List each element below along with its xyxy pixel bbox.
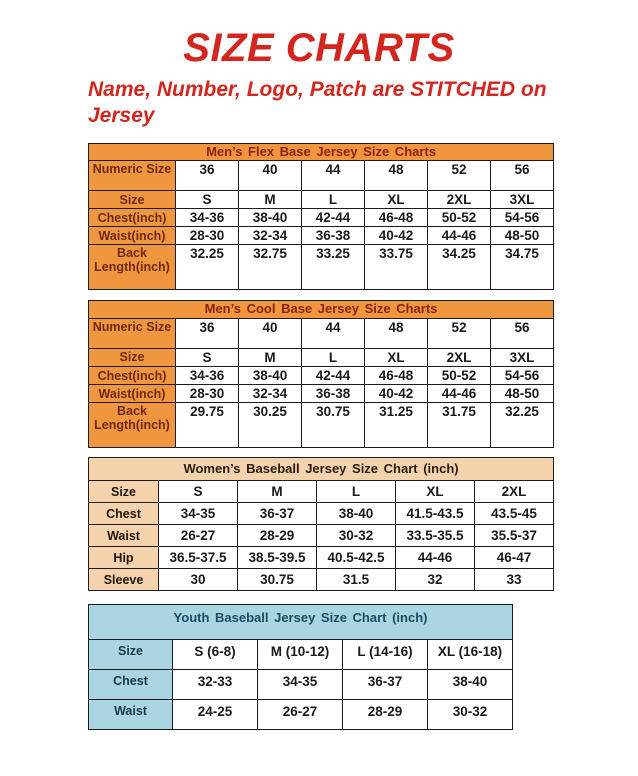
table-title-row — [89, 301, 554, 319]
table-title-row — [89, 605, 513, 640]
table-cell: 54-56 — [491, 367, 554, 385]
table-cell: 31.25 — [365, 403, 428, 448]
table-cell: 52 — [428, 318, 491, 348]
table-row — [89, 670, 513, 700]
table-row — [89, 569, 554, 591]
table-cell: L — [317, 481, 396, 503]
table-row — [89, 385, 554, 403]
table-cell: 28-30 — [176, 385, 239, 403]
table-row — [89, 348, 554, 366]
table-row — [89, 503, 554, 525]
table-cell: L — [302, 348, 365, 366]
table-cell: 30 — [159, 569, 238, 591]
womens-size-table — [88, 457, 554, 591]
table-cell: 43.5-45 — [475, 503, 554, 525]
table-cell: 42-44 — [302, 209, 365, 227]
table-cell: 36-38 — [302, 385, 365, 403]
table-cell: 33 — [475, 569, 554, 591]
table-cell: 35.5-37 — [475, 525, 554, 547]
row-label: Waist(inch) — [89, 385, 176, 403]
row-label: Back Length(inch) — [89, 245, 176, 290]
table-cell: 46-48 — [365, 367, 428, 385]
table-cell: S (6-8) — [173, 640, 258, 670]
row-label: Size — [89, 640, 173, 670]
table-cell: 48-50 — [491, 227, 554, 245]
table-cell: 36-38 — [302, 227, 365, 245]
table-cell: 56 — [491, 161, 554, 191]
table-cell: L (14-16) — [343, 640, 428, 670]
table-cell: 34-35 — [159, 503, 238, 525]
table-cell: 34-35 — [258, 670, 343, 700]
table-cell: 36-37 — [238, 503, 317, 525]
mens-flex-base-size-table — [88, 143, 554, 291]
table-cell: 38-40 — [317, 503, 396, 525]
table-cell: 54-56 — [491, 209, 554, 227]
table-cell: 30.75 — [238, 569, 317, 591]
table-cell: 50-52 — [428, 367, 491, 385]
table-cell: 2XL — [475, 481, 554, 503]
table-cell: 31.5 — [317, 569, 396, 591]
table-cell: 38-40 — [428, 670, 513, 700]
table-cell: 24-25 — [173, 700, 258, 730]
table-cell: 32.75 — [239, 245, 302, 290]
table-cell: 40-42 — [365, 385, 428, 403]
mens-cool-base-size-table — [88, 300, 554, 448]
table-cell: 32.25 — [491, 403, 554, 448]
table-cell: 44 — [302, 161, 365, 191]
row-label: Waist(inch) — [89, 227, 176, 245]
table-row — [89, 403, 554, 448]
table-cell: 50-52 — [428, 209, 491, 227]
table-row — [89, 245, 554, 290]
table-cell: 36.5-37.5 — [159, 547, 238, 569]
table-cell: 36-37 — [343, 670, 428, 700]
table-cell: XL — [365, 191, 428, 209]
table-row — [89, 525, 554, 547]
table-cell: 44-46 — [428, 385, 491, 403]
table-title: Men’s Flex Base Jersey Size Charts — [89, 143, 554, 161]
row-label: Waist — [89, 700, 173, 730]
table-cell: 34-36 — [176, 209, 239, 227]
row-label: Waist — [89, 525, 159, 547]
table-cell: 32-33 — [173, 670, 258, 700]
table-row — [89, 481, 554, 503]
table-cell: 28-29 — [238, 525, 317, 547]
table-cell: 52 — [428, 161, 491, 191]
table-cell: 34-36 — [176, 367, 239, 385]
table-cell: 30-32 — [428, 700, 513, 730]
row-label: Back Length(inch) — [89, 403, 176, 448]
table-cell: M — [239, 348, 302, 366]
table-row — [89, 161, 554, 191]
table-title: Women’s Baseball Jersey Size Chart (inch) — [89, 458, 554, 481]
table-cell: 36 — [176, 318, 239, 348]
row-label: Chest — [89, 503, 159, 525]
youth-size-table — [88, 604, 513, 730]
row-label: Chest(inch) — [89, 367, 176, 385]
table-cell: 32 — [396, 569, 475, 591]
page-title: SIZE CHARTS — [183, 26, 455, 70]
table-cell: 42-44 — [302, 367, 365, 385]
table-cell: 40 — [239, 161, 302, 191]
table-cell: S — [176, 348, 239, 366]
table-cell: 34.25 — [428, 245, 491, 290]
table-cell: 26-27 — [159, 525, 238, 547]
table-row — [89, 367, 554, 385]
table-cell: 3XL — [491, 348, 554, 366]
table-cell: 56 — [491, 318, 554, 348]
table-cell: 34.75 — [491, 245, 554, 290]
table-cell: 28-30 — [176, 227, 239, 245]
table-cell: 40-42 — [365, 227, 428, 245]
table-cell: 38-40 — [239, 209, 302, 227]
table-row — [89, 700, 513, 730]
table-cell: 32-34 — [239, 227, 302, 245]
table-cell: 32.25 — [176, 245, 239, 290]
table-row — [89, 640, 513, 670]
row-label: Chest(inch) — [89, 209, 176, 227]
table-cell: XL — [365, 348, 428, 366]
table-row — [89, 191, 554, 209]
table-cell: 30-32 — [317, 525, 396, 547]
row-label: Size — [89, 481, 159, 503]
table-title: Youth Baseball Jersey Size Chart (inch) — [89, 605, 513, 640]
table-cell: 48 — [365, 161, 428, 191]
table-cell: 46-48 — [365, 209, 428, 227]
table-row — [89, 318, 554, 348]
row-label: Chest — [89, 670, 173, 700]
row-label: Numeric Size — [89, 318, 176, 348]
table-cell: 41.5-43.5 — [396, 503, 475, 525]
table-cell: 48 — [365, 318, 428, 348]
row-label: Size — [89, 348, 176, 366]
table-cell: 29.75 — [176, 403, 239, 448]
table-cell: 26-27 — [258, 700, 343, 730]
table-cell: XL (16-18) — [428, 640, 513, 670]
table-cell: 30.25 — [239, 403, 302, 448]
row-label: Sleeve — [89, 569, 159, 591]
table-cell: 38-40 — [239, 367, 302, 385]
table-cell: M — [239, 191, 302, 209]
table-title-row — [89, 458, 554, 481]
table-cell: 40 — [239, 318, 302, 348]
row-label: Size — [89, 191, 176, 209]
table-cell: 44-46 — [428, 227, 491, 245]
table-cell: 2XL — [428, 348, 491, 366]
row-label: Hip — [89, 547, 159, 569]
table-cell: M — [238, 481, 317, 503]
table-cell: 30.75 — [302, 403, 365, 448]
table-cell: 36 — [176, 161, 239, 191]
table-cell: 33.75 — [365, 245, 428, 290]
table-cell: 2XL — [428, 191, 491, 209]
table-cell: 28-29 — [343, 700, 428, 730]
table-cell: 3XL — [491, 191, 554, 209]
table-cell: 32-34 — [239, 385, 302, 403]
table-title: Men’s Cool Base Jersey Size Charts — [89, 301, 554, 319]
table-cell: 44 — [302, 318, 365, 348]
table-cell: M (10-12) — [258, 640, 343, 670]
table-cell: S — [176, 191, 239, 209]
table-cell: 44-46 — [396, 547, 475, 569]
table-cell: 33.5-35.5 — [396, 525, 475, 547]
table-cell: 31.75 — [428, 403, 491, 448]
page-subtitle: Name, Number, Logo, Patch are STITCHED on Jersey — [88, 78, 547, 128]
table-cell: 38.5-39.5 — [238, 547, 317, 569]
table-cell: 33.25 — [302, 245, 365, 290]
size-charts-page — [0, 26, 638, 730]
table-cell: S — [159, 481, 238, 503]
row-label: Numeric Size — [89, 161, 176, 191]
table-row — [89, 209, 554, 227]
table-cell: 40.5-42.5 — [317, 547, 396, 569]
table-cell: 46-47 — [475, 547, 554, 569]
table-row — [89, 227, 554, 245]
table-title-row — [89, 143, 554, 161]
table-cell: 48-50 — [491, 385, 554, 403]
table-cell: L — [302, 191, 365, 209]
table-cell: XL — [396, 481, 475, 503]
table-row — [89, 547, 554, 569]
